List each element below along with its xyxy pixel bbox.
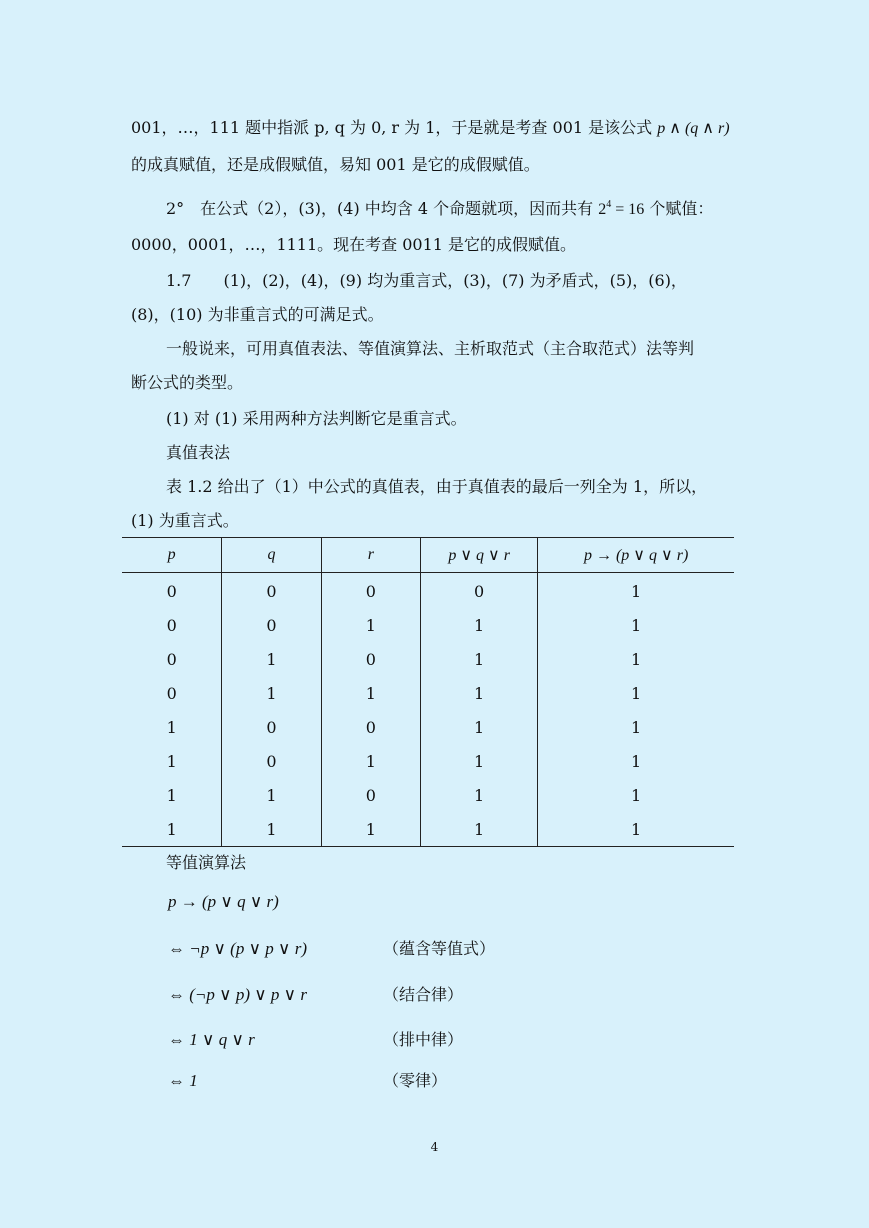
paragraph-line: 0000，0001，…，1111。现在考查 0011 是它的成假赋值。: [131, 235, 577, 254]
derivation-reason: （蕴含等值式）: [383, 939, 496, 958]
table-cell: 1: [421, 608, 538, 642]
paragraph-line: 一般说来，可用真值表法、等值演算法、主析取范式（主合取范式）法等判: [166, 339, 695, 358]
table-cell: 0: [122, 573, 222, 609]
paragraph-line: 1.7 (1)，(2)，(4)，(9) 均为重言式，(3)，(7) 为矛盾式，(5)，(6)，: [166, 271, 687, 290]
truth-table: [122, 537, 734, 847]
table-row: [122, 642, 734, 676]
text-run: 个赋值：: [649, 199, 714, 218]
table-cell: 1: [421, 710, 538, 744]
table-cell: 0: [122, 676, 222, 710]
derivation-reason: （排中律）: [383, 1030, 464, 1049]
paragraph-line: 的成真赋值，还是成假赋值，易知 001 是它的成假赋值。: [131, 155, 540, 174]
table-cell: 1: [321, 608, 420, 642]
derivation-start: p → (p ∨ q ∨ r): [168, 892, 279, 911]
column-header: r: [321, 538, 420, 573]
paragraph-line: 表 1.2 给出了（1）中公式的真值表，由于真值表的最后一列全为 1，所以，: [166, 477, 708, 496]
table-cell: 1: [631, 751, 642, 771]
table-cell: 1: [631, 717, 642, 737]
text-run: 001，…，111 题中指派 p, q 为 0, r 为 1，于是就是考查 001 是该公式: [131, 118, 653, 137]
column-header: p → (p ∨ q ∨ r): [538, 538, 734, 573]
paragraph-line: (1) 为重言式。: [131, 511, 239, 530]
table-cell: 1: [631, 649, 642, 669]
table-cell: 0: [122, 608, 222, 642]
power-base: 2: [598, 201, 607, 218]
page-number: 4: [430, 1140, 439, 1154]
section-heading: 等值演算法: [166, 853, 247, 872]
paragraph-line: 断公式的类型。: [131, 373, 244, 392]
table-cell: 0: [321, 573, 420, 609]
table-cell: 1: [122, 812, 222, 847]
table-cell: 1: [222, 812, 321, 847]
paragraph-line: [166, 199, 713, 220]
table-row: [122, 573, 734, 609]
table-cell: 0: [321, 710, 420, 744]
table-row: [122, 744, 734, 778]
column-header: p: [122, 538, 222, 573]
power-exponent: 4: [606, 199, 612, 210]
formula: p ∧ (q ∧ r): [657, 120, 730, 137]
column-header: q: [222, 538, 321, 573]
table-row: [122, 608, 734, 642]
paragraph-line: [131, 118, 730, 139]
derivation-step: ⇔ 1 ∨ q ∨ r: [168, 1030, 255, 1049]
table-cell: 0: [222, 573, 321, 609]
table-row: [122, 676, 734, 710]
derivation-reason: （零律）: [383, 1071, 448, 1090]
table-cell: 1: [222, 676, 321, 710]
derivation-step: ⇔ (¬p ∨ p) ∨ p ∨ r: [168, 985, 307, 1004]
table-cell: 0: [421, 573, 538, 609]
text-run: 2° 在公式（2），(3)，(4) 中均含 4 个命题就项，因而共有: [166, 199, 594, 218]
paragraph-line: (1) 对 (1) 采用两种方法判断它是重言式。: [166, 409, 467, 428]
table-cell: 1: [122, 778, 222, 812]
derivation-step: ⇔ ¬p ∨ (p ∨ p ∨ r): [168, 939, 307, 958]
table-cell: 0: [321, 778, 420, 812]
column-header: p ∨ q ∨ r: [421, 538, 538, 573]
section-heading: 真值表法: [166, 443, 231, 462]
table-cell: 1: [421, 642, 538, 676]
formula: [598, 201, 644, 218]
table-cell: 1: [631, 785, 642, 805]
paragraph-line: (8)，(10) 为非重言式的可满足式。: [131, 305, 384, 324]
table-cell: 1: [222, 642, 321, 676]
table-cell: 1: [122, 710, 222, 744]
formula-eq: = 16: [611, 201, 645, 218]
table-row: [122, 778, 734, 812]
table-cell: 0: [222, 744, 321, 778]
derivation-reason: （结合律）: [383, 985, 464, 1004]
table-row: [122, 812, 734, 847]
table-cell: 1: [631, 581, 642, 601]
table-cell: 1: [631, 615, 642, 635]
table-cell: 0: [122, 642, 222, 676]
table-cell: 1: [421, 744, 538, 778]
table-cell: 1: [321, 812, 420, 847]
table-cell: 1: [421, 676, 538, 710]
table-cell: 1: [631, 683, 642, 703]
table-cell: 0: [222, 608, 321, 642]
table-cell: 0: [321, 642, 420, 676]
derivation-step: ⇔ 1: [168, 1071, 198, 1090]
table-cell: 1: [421, 778, 538, 812]
table-cell: 0: [222, 710, 321, 744]
table-row: [122, 710, 734, 744]
table-cell: 1: [122, 744, 222, 778]
table-cell: 1: [321, 744, 420, 778]
table-cell: 1: [538, 812, 734, 847]
table-cell: 1: [321, 676, 420, 710]
table-cell: 1: [421, 812, 538, 847]
table-header-row: [122, 538, 734, 573]
table-cell: 1: [222, 778, 321, 812]
